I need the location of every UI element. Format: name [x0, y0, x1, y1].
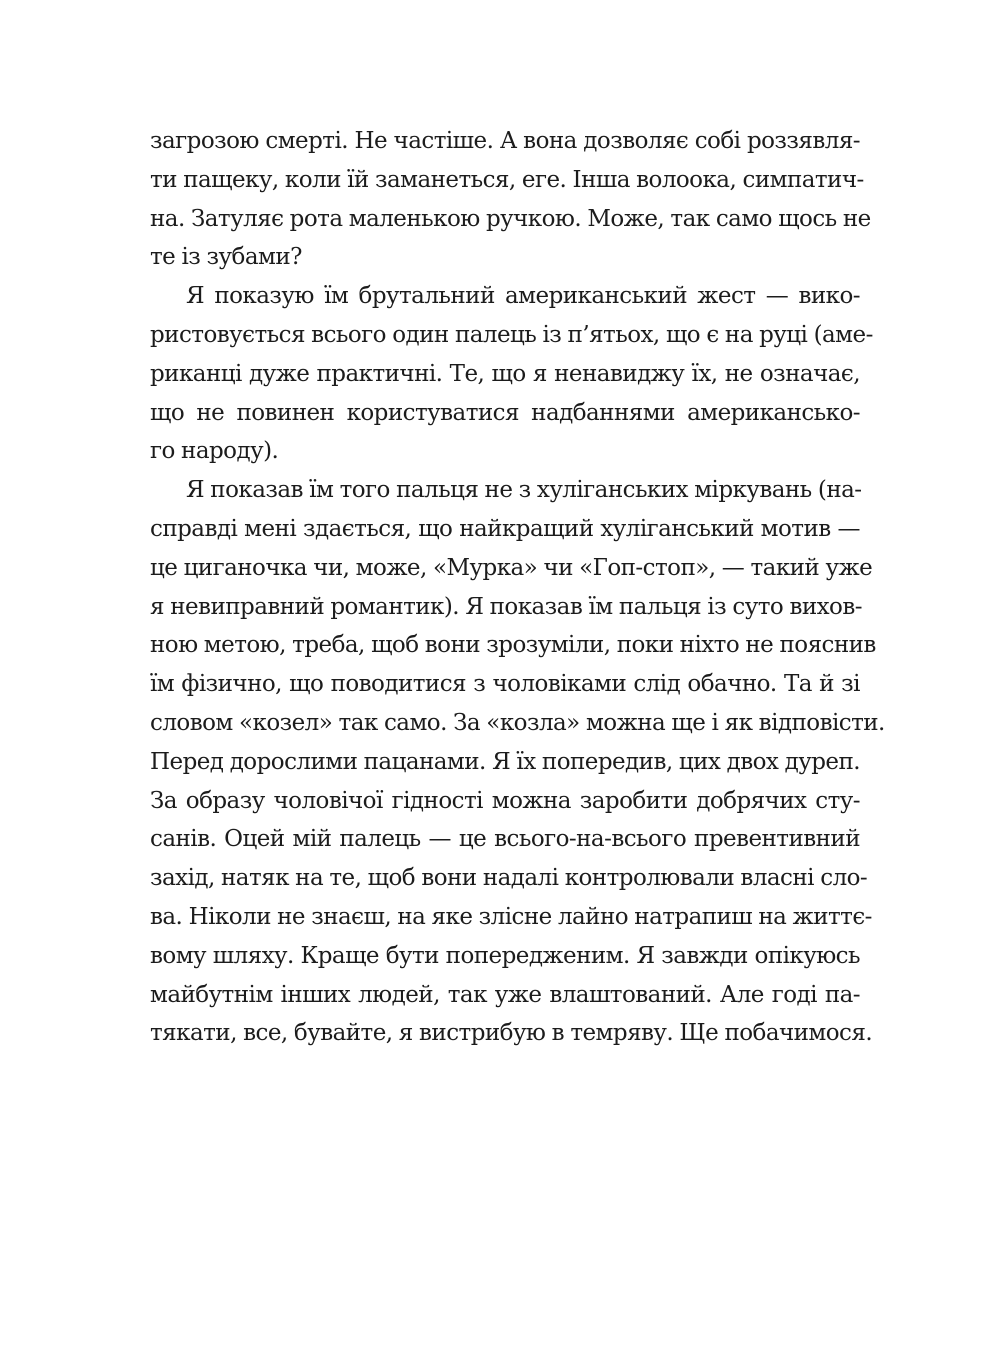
text-line: загрозою смерті. Не частіше. А вона дозволяє собі роззявля-	[150, 128, 860, 154]
text-line: санів. Оцей мій палець — це всього-на-всього превентивний	[150, 826, 860, 853]
text-line: те із зубами?	[150, 244, 302, 271]
text-line: ва. Ніколи не знаєш, на яке злісне лайно натрапиш на життє-	[150, 903, 872, 930]
text-line: я невиправний романтик). Я показав їм пальця із суто вихов-	[150, 593, 862, 620]
text-line: вому шляху. Краще бути попередженим. Я завжди опікуюсь	[150, 942, 860, 969]
text-line: риканці дуже практичні. Те, що я ненавиджу їх, не означає,	[150, 360, 860, 387]
text-line: на. Затуляє рота маленькою ручкою. Може, так само щось не	[150, 205, 871, 232]
text-line: словом «козел» так само. За «козла» можна ще і як відповісти.	[150, 709, 885, 736]
text-line: це циганочка чи, може, «Мурка» чи «Гоп-стоп», — такий уже	[150, 554, 873, 581]
text-line: ристовується всього один палець із п’ятьох, що є на руці (аме-	[150, 321, 873, 348]
text-line: Я показав їм того пальця не з хуліганських міркувань (на-	[186, 477, 862, 504]
text-line: ною метою, треба, щоб вони зрозуміли, поки ніхто не пояснив	[150, 632, 876, 659]
text-line: тякати, все, бувайте, я вистрибую в темряву. Ще побачимося.	[150, 1020, 873, 1047]
text-line: майбутнім інших людей, так уже влаштований. Але годі па-	[150, 981, 860, 1008]
body-text	[150, 122, 885, 1053]
text-line: справді мені здається, що найкращий хуліганський мотив —	[150, 515, 860, 542]
text-line: Перед дорослими пацанами. Я їх попередив, цих двох дуреп.	[150, 748, 860, 775]
text-line: За образу чоловічої гідності можна заробити добрячих сту-	[150, 787, 860, 814]
text-line: що не повинен користуватися надбаннями американсько-	[150, 399, 860, 426]
text-line: ти пащеку, коли їй заманеться, еге. Інша волоока, симпатич-	[150, 166, 864, 193]
text-line: їм фізично, що поводитися з чоловіками слід обачно. Та й зі	[150, 671, 860, 698]
text-line: го народу).	[150, 438, 279, 465]
text-line: Я показую їм брутальний американський жест — вико-	[186, 283, 860, 310]
text-line: захід, натяк на те, щоб вони надалі контролювали власні сло-	[150, 865, 868, 892]
